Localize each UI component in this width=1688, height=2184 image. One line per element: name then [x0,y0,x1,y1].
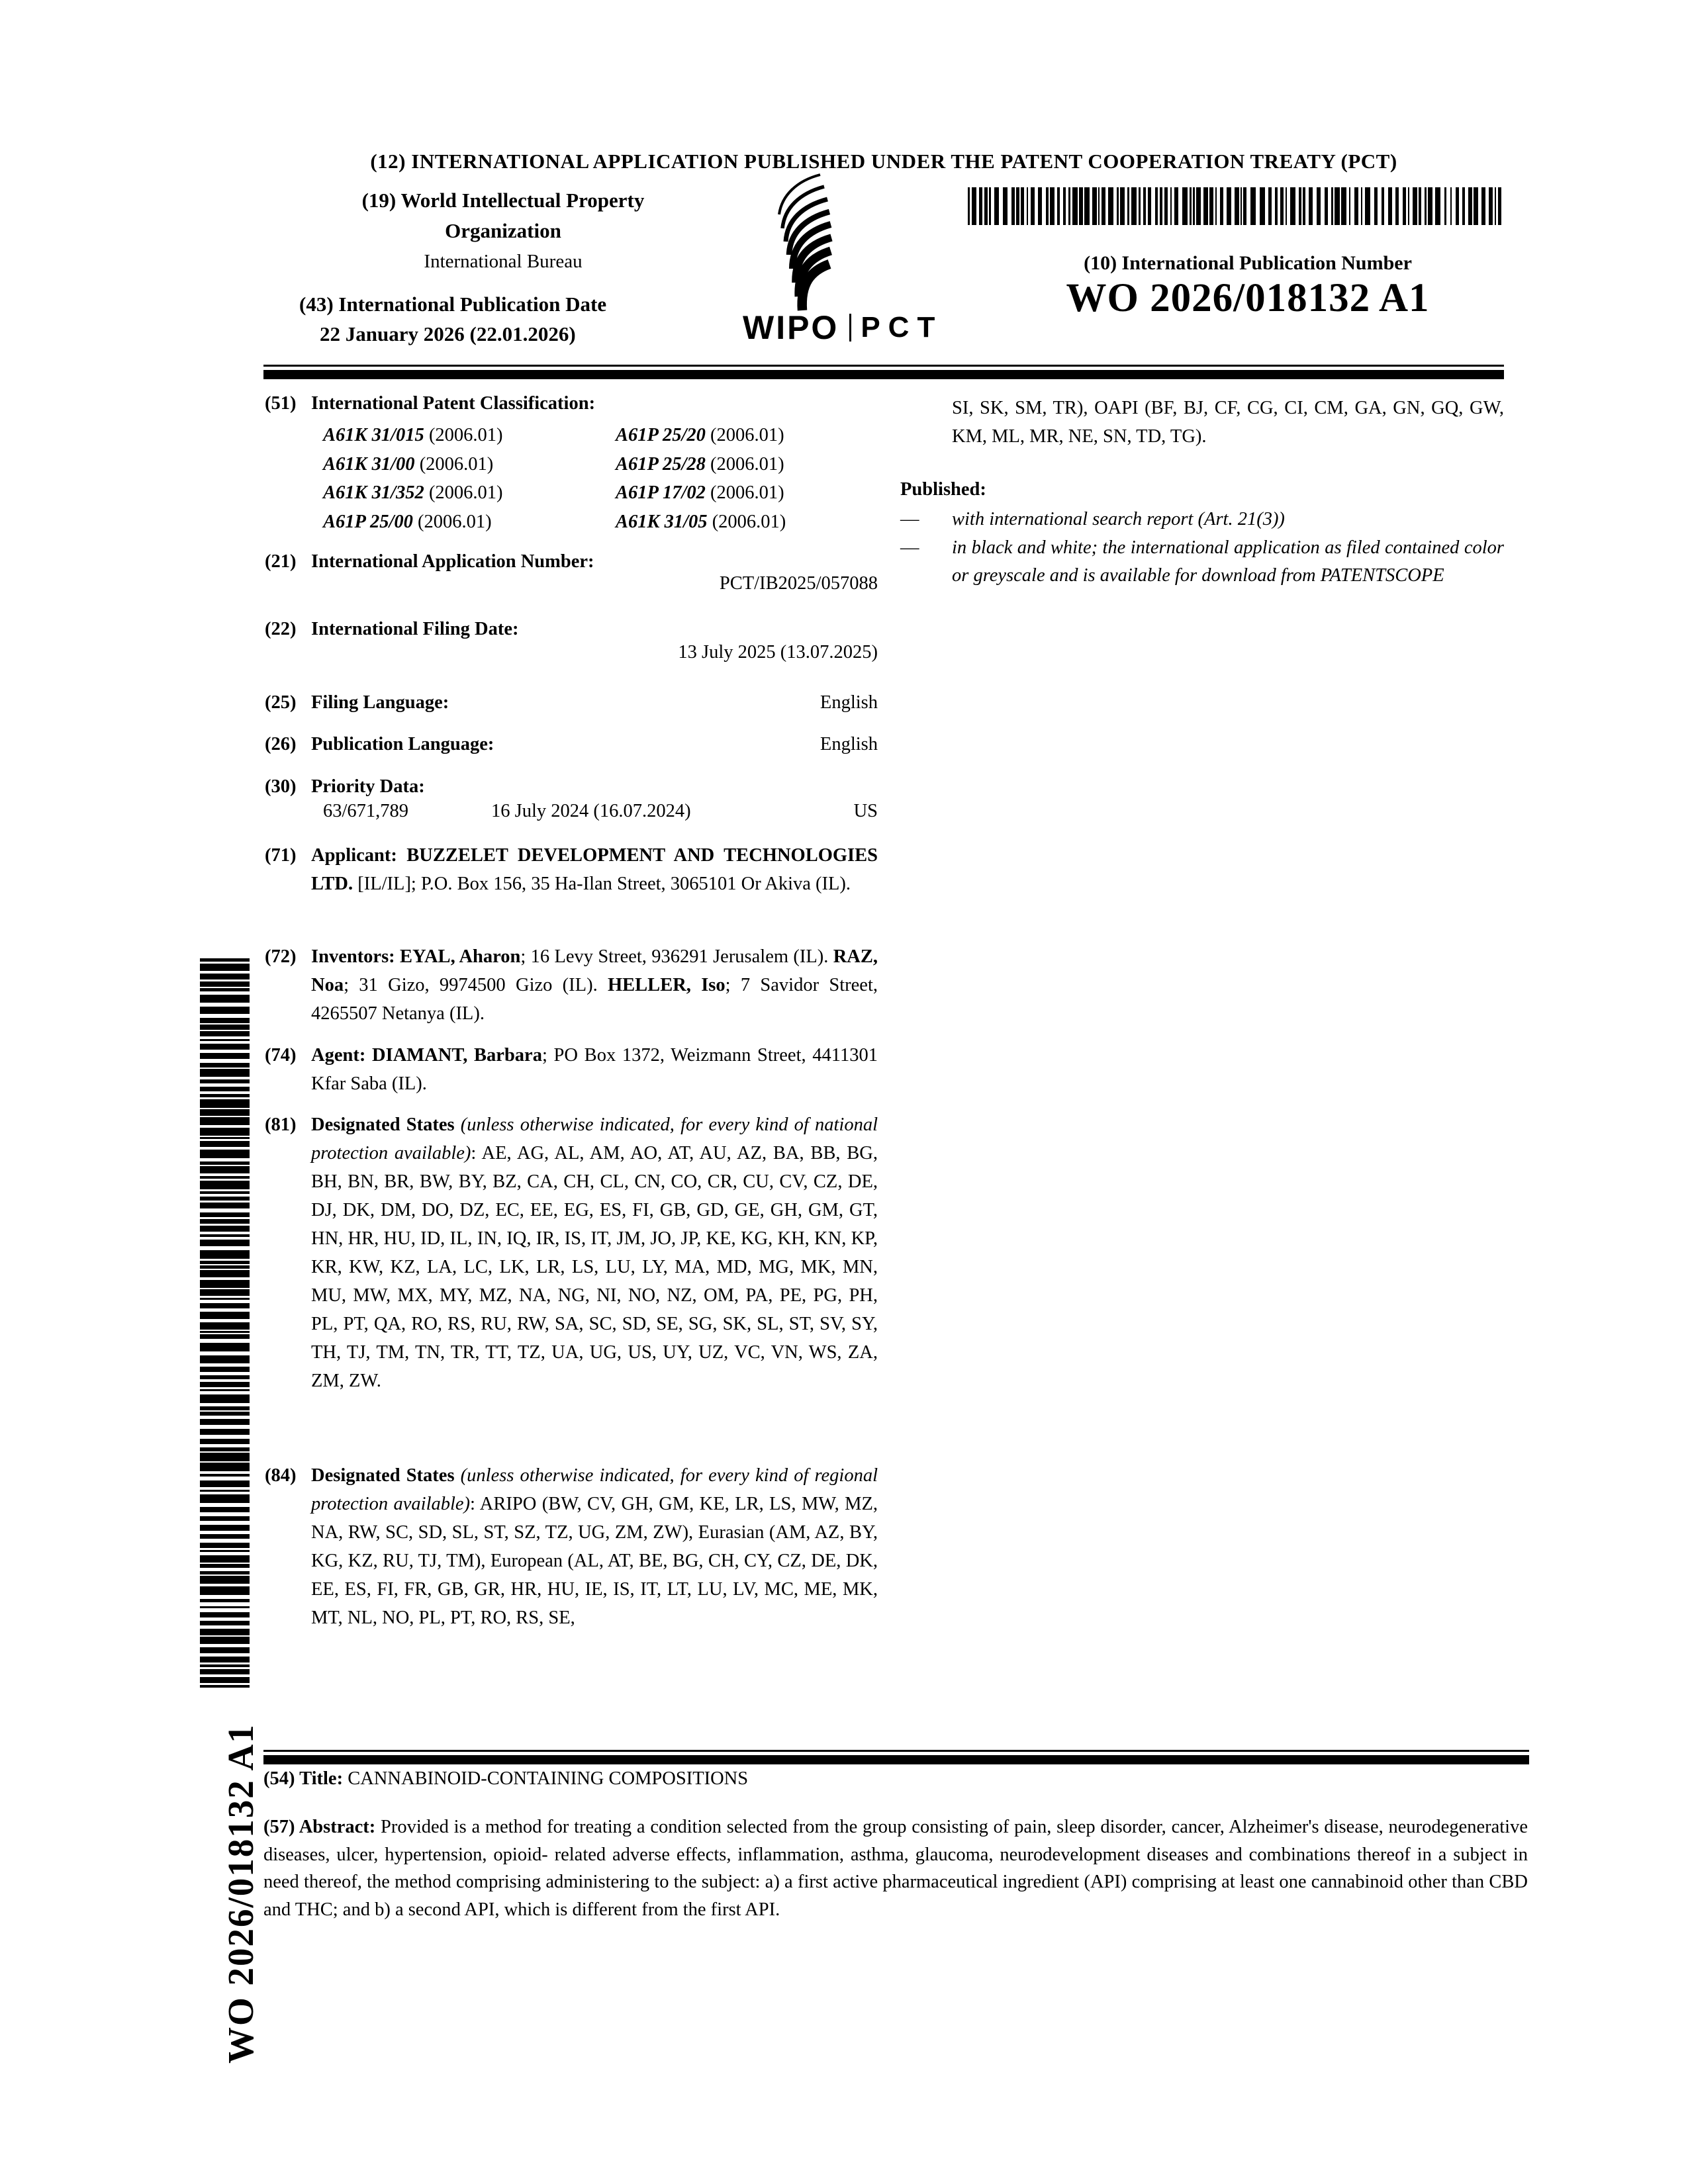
publication-number-value: WO 2026/018132 A1 [1066,276,1430,320]
ipc-code: A61K 31/05 [616,511,708,532]
priority-data-row [323,801,878,822]
header-rule-thin [263,365,1504,367]
ipc-version: (2006.01) [424,425,503,445]
section-22-filing-date [265,615,878,643]
section-71-applicant [265,841,878,898]
ipc-version: (2006.01) [705,425,784,445]
section-number: (30) [265,776,297,797]
section-number: (84) [265,1465,297,1486]
published-item-text: in black and white; the international application as filed contained color or greyscale and is available for download from PATENTSCOPE [952,537,1504,586]
section-number: (22) [265,619,297,639]
wipo-wordmark: WIPO [743,309,839,346]
section-81-designated-states-national [265,1111,878,1395]
org-bureau: International Bureau [424,251,583,272]
application-number-value: PCT/IB2025/057088 [719,573,878,594]
section-number: (54) [263,1768,300,1789]
section-number: (71) [265,845,297,866]
applicant-text: Applicant: BUZZELET DEVELOPMENT AND TECHNOLOGIES LTD. [IL/IL]; P.O. Box 156, 35 Ha-Ilan Street, 3065101 Or Akiva (IL). [311,845,878,894]
pct-header-line: (12) INTERNATIONAL APPLICATION PUBLISHED UNDER THE PATENT COOPERATION TREATY (PCT) [370,150,1397,173]
ipc-code: A61K 31/00 [323,453,415,475]
logo-divider [849,314,851,341]
publication-language-value: English [820,734,878,754]
section-number: (81) [265,1115,297,1135]
priority-data-label: Priority Data: [311,776,425,797]
publication-language-label: Publication Language: [311,734,494,754]
section-84-designated-states-regional [265,1461,878,1632]
section-30-priority-data [265,772,878,801]
published-item [900,534,1504,590]
ipc-row [323,508,878,537]
agent-text: Agent: DIAMANT, Barbara; PO Box 1372, Weizmann Street, 4411301 Kfar Saba (IL). [311,1045,878,1094]
org-name-line2: Organization [445,219,561,242]
dash-icon: — [900,509,919,529]
ipc-table [323,421,878,536]
org-name-line1: (19) World Intellectual Property [361,189,645,212]
org-block [291,185,715,277]
ipc-version: (2006.01) [412,511,492,532]
section-26-publication-language [265,730,878,758]
section-number: (74) [265,1045,297,1066]
abstract-rule-thin [263,1750,1529,1752]
section-number: (51) [265,393,297,414]
title-value: CANNABINOID-CONTAINING COMPOSITIONS [348,1768,749,1789]
title-label: Title: [299,1768,348,1789]
inventors-text: Inventors: EYAL, Aharon; 16 Levy Street, 936291 Jerusalem (IL). RAZ, Noa; 31 Gizo, 9974500 Gizo (IL). HELLER, Iso; 7 Savidor Street, 4265507 Netanya (IL). [311,946,878,1024]
ipc-version: (2006.01) [707,511,786,532]
ipc-version: (2006.01) [705,453,784,475]
ipc-row [323,450,878,479]
section-21-application-number [265,547,878,576]
ipc-code: A61K 31/015 [323,425,424,445]
designated-states-national-text: Designated States (unless otherwise indicated, for every kind of national protection available): AE, AG, AL, AM, AO, AT, AU, AZ, BA, BB, BG, BH, BN, BR, BW, BY, BZ, CA, CH, CL, CN, CO, CR, CU, CV, CZ, DE, DJ, DK, DM, DO, DZ, EC, EE, EG, ES, FI, GB, GD, GE, GH, GM, GT, HN, HR, HU, ID, IL, IN, IQ, IR, IS, IT, JM, JO, JP, KE, KG, KH, KN, KP, KR, KW, KZ, LA, LC, LK, LR, LS, LU, LY, MA, MD, MG, MK, MN, MU, MW, MX, MY, MZ, NA, NG, NI, NO, NZ, OM, PA, PE, PG, PH, PL, PT, QA, RO, RS, RU, RW, SA, SC, SD, SE, SG, SK, SL, ST, SV, SY, TH, TJ, TM, TN, TR, TT, TZ, UA, UG, US, UY, UZ, VC, VN, WS, ZA, ZM, ZW. [311,1115,878,1391]
publication-date-label: (43) International Publication Date [299,293,607,316]
ipc-version: (2006.01) [705,482,784,503]
filing-language-value: English [820,692,878,713]
wipo-pct-logo [743,308,943,347]
section-number: (21) [265,551,297,572]
published-item [900,506,1504,533]
priority-date: 16 July 2024 (16.07.2024) [491,801,691,821]
section-74-agent [265,1041,878,1098]
application-number-label: International Application Number: [311,551,594,572]
ipc-code: A61P 25/28 [616,453,706,475]
filing-date-label: International Filing Date: [311,619,519,639]
priority-country: US [853,801,878,821]
designated-states-continuation: SI, SK, SM, TR), OAPI (BF, BJ, CF, CG, CI, CM, GA, GN, GQ, GW, KM, ML, MR, NE, SN, TD, TG). [952,398,1504,447]
ipc-row [323,421,878,450]
section-number: (72) [265,946,297,967]
pct-wordmark: PCT [861,311,943,343]
section-54-title [263,1768,1529,1790]
published-item-text: with international search report (Art. 21(3)) [952,509,1285,529]
ipc-code: A61P 25/20 [616,425,706,445]
section-number: (25) [265,692,297,713]
ipc-code: A61P 25/00 [323,511,413,532]
dash-icon: — [900,537,919,558]
section-25-filing-language [265,688,878,717]
section-number: (26) [265,734,297,754]
publication-date-value: 22 January 2026 (22.01.2026) [320,322,576,345]
section-number: (57) [263,1817,299,1837]
section-51-ipc [265,389,878,418]
sidebar-barcode-icon [200,958,250,1688]
priority-application-number: 63/671,789 [323,801,409,821]
abstract-text: Provided is a method for treating a condition selected from the group consisting of pain, sleep disorder, cancer, Alzheimer's disease, neurodegenerative diseases, ulcer, hypertension, opioid- related adverse effects, inflammation, asthma, glaucoma, neurodevelopment diseases and combinations thereof in a subject in need thereof, the method comprising administering to the subject: a) a first active pharmaceutical ingredient (API) comprising at least one cannabinoid other than CBD and THC; and b) a second API, which is different from the first API. [263,1817,1528,1920]
published-label: Published: [900,479,986,500]
section-57-abstract [263,1813,1528,1923]
filing-language-label: Filing Language: [311,692,449,713]
designated-states-regional-text: Designated States (unless otherwise indicated, for every kind of regional protection available): ARIPO (BW, CV, GH, GM, KE, LR, LS, MW, MZ, NA, RW, SC, SD, SL, ST, SZ, TZ, UG, ZM, ZW), Eurasian (AM, AZ, BY, KG, KZ, RU, TJ, TM), European (AL, AT, BE, BG, CH, CY, CZ, DE, DK, EE, ES, FI, FR, GB, GR, HR, HU, IE, IS, IT, LT, LU, LV, MC, ME, MK, MT, NL, NO, PL, PT, RO, RS, SE, [311,1465,878,1628]
ipc-version: (2006.01) [414,453,494,475]
ipc-row [323,478,878,508]
ipc-label: International Patent Classification: [311,393,596,414]
filing-date-value: 13 July 2025 (13.07.2025) [678,642,878,662]
abstract-label: Abstract: [299,1817,381,1837]
ipc-code: A61P 17/02 [616,482,706,503]
abstract-rule-thick [263,1755,1529,1764]
publication-number-label: (10) International Publication Number [1084,252,1412,274]
ipc-code: A61K 31/352 [323,482,424,503]
publication-barcode-icon [968,187,1501,225]
ipc-version: (2006.01) [424,482,503,503]
sidebar-publication-number-vertical: WO 2026/018132 A1 [220,1723,261,2064]
header-rule-thick [263,370,1504,379]
section-72-inventors [265,942,878,1028]
